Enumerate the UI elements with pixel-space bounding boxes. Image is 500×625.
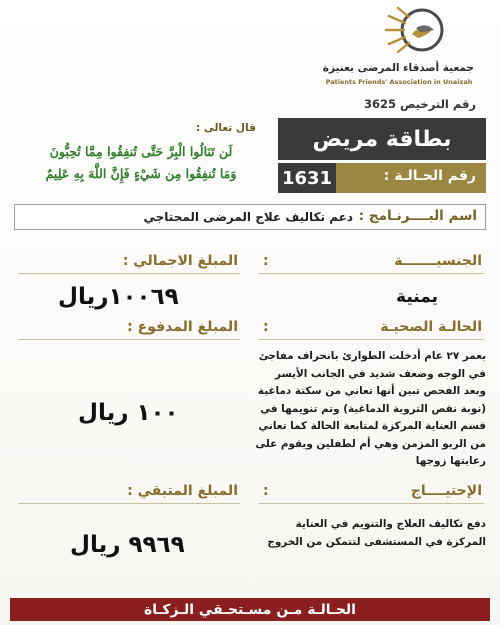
paid-amount-label: المبلغ المدفوع : xyxy=(127,319,238,335)
association-logo xyxy=(322,6,474,96)
health-status-header xyxy=(259,318,484,340)
total-amount-label: المبلغ الاجمالي : xyxy=(122,253,238,269)
health-status-colon: : xyxy=(263,319,269,335)
paid-amount-header xyxy=(18,318,240,340)
total-amount-value: ١٠٠٦٩ريال xyxy=(58,284,179,310)
case-number-value: 1631 xyxy=(278,163,336,193)
case-number-row xyxy=(278,163,486,193)
nationality-label: الجنسيـــــــة xyxy=(394,253,482,269)
total-amount-header xyxy=(18,252,240,274)
need-colon: : xyxy=(263,483,269,499)
org-name-english: Patients Friends' Association in Unaizah xyxy=(325,78,473,86)
verse-line-1: لَن تَنَالُوا الْبِرَّ حَتَّى تُنفِقُوا مِمَّا تُحِبُّونَ xyxy=(49,144,233,159)
program-box xyxy=(14,204,486,230)
handshake-emblem-icon xyxy=(382,6,458,62)
program-label: اسم البــــرنـامج : xyxy=(358,208,477,224)
license-line xyxy=(358,97,476,111)
need-header xyxy=(259,482,484,504)
need-text: دفع تكاليف العلاج والتنويم في العناية المركزة في المستشفى لتتمكن من الخروج xyxy=(267,518,486,548)
license-label: رقم الترخيص xyxy=(400,97,476,111)
case-number-label: رقم الحـالـة : xyxy=(383,168,476,184)
org-name-arabic: جمعية أصدقاء المرضى بعنيزة xyxy=(322,62,474,74)
nationality-header xyxy=(259,252,484,274)
remaining-amount-value: ٩٩٦٩ ريال xyxy=(70,532,185,558)
program-value: دعم تكاليف علاج المرضى المحتاجي xyxy=(143,210,353,224)
license-number: 3625 xyxy=(364,97,397,111)
nationality-value: يمنية xyxy=(396,287,438,307)
paid-amount-value: ١٠٠ ريال xyxy=(78,400,179,426)
card-title: بطاقة مريض xyxy=(278,118,486,160)
zakat-eligibility-banner: الحـالـة مـن مسـتحـقي الـزكـاة xyxy=(10,598,490,621)
need-label: الإحتيــــاج xyxy=(410,483,482,499)
health-status-text: بعمر ٢٧ عام أدخلت الطوارئ بانحراف مفاجئ في الوجه وضعف شديد في الجانب الأيسر وبعد الفحص تبين أنها تعاني من سكتة دماغية (نوبة نقص التروية الدماغية) وتم تنويمها في قسم العناية المركزة لمتابعة الحالة كما تعاني من الربو المزمن وهي أم لطفلين ويقوم على رعايتها زوجها xyxy=(255,350,486,467)
verse-intro: قال تعالى : xyxy=(196,122,256,134)
remaining-amount-label: المبلغ المتبقي : xyxy=(127,483,238,499)
remaining-amount-header xyxy=(18,482,240,504)
verse-line-2: وَمَا تُنفِقُوا مِن شَيْءٍ فَإِنَّ اللَّهَ بِهِ عَلِيمٌ xyxy=(45,166,237,181)
health-status-label: الحالـة الصحيـة xyxy=(380,319,482,335)
nationality-colon: : xyxy=(263,253,269,269)
